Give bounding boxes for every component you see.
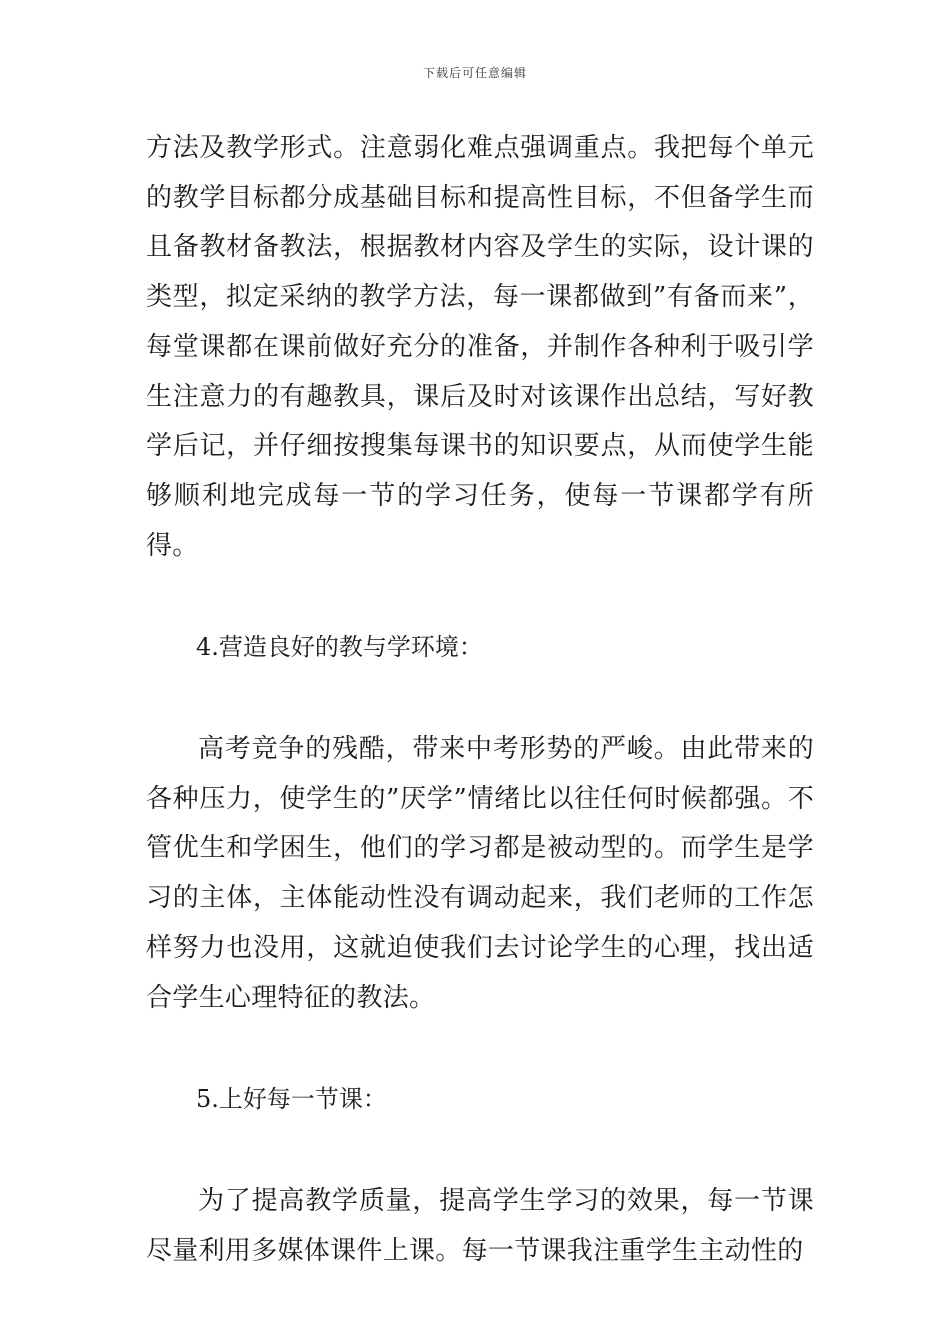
page-header: 下载后可任意编辑 xyxy=(422,66,527,80)
section-heading-5: 5.上好每一节课： xyxy=(196,1085,387,1114)
section-heading-4: 4.营造良好的教与学环境： xyxy=(196,633,483,662)
paragraph-each-lesson: 为了提高教学质量，提高学生学习的效果，每一节课尽量利用多媒体课件上课。每一节课我注重学生主动性的 xyxy=(146,1185,814,1266)
document-body xyxy=(146,124,814,1276)
paragraph-teaching-methods: 方法及教学形式。注意弱化难点强调重点。我把每个单元的教学目标都分成基础目标和提高性目标，不但备学生而且备教材备教法，根据教材内容及学生的实际，设计课的类型，拟定采纳的教学方法，每一课都做到”有备而来”，每堂课都在课前做好充分的准备，并制作各种利于吸引学生注意力的有趣教具，课后及时对该课作出总结，写好教学后记，并仔细按搜集每课书的知识要点，从而使学生能够顺利地完成每一节的学习任务，使每一节课都学有所得。 xyxy=(146,133,814,561)
paragraph-learning-environment: 高考竞争的残酷，带来中考形势的严峻。由此带来的各种压力，使学生的”厌学”情绪比以往任何时候都强。不管优生和学困生，他们的学习都是被动型的。而学生是学习的主体，主体能动性没有调动起来，我们老师的工作怎样努力也没用，这就迫使我们去讨论学生的心理，找出适合学生心理特征的教法。 xyxy=(146,734,814,1013)
